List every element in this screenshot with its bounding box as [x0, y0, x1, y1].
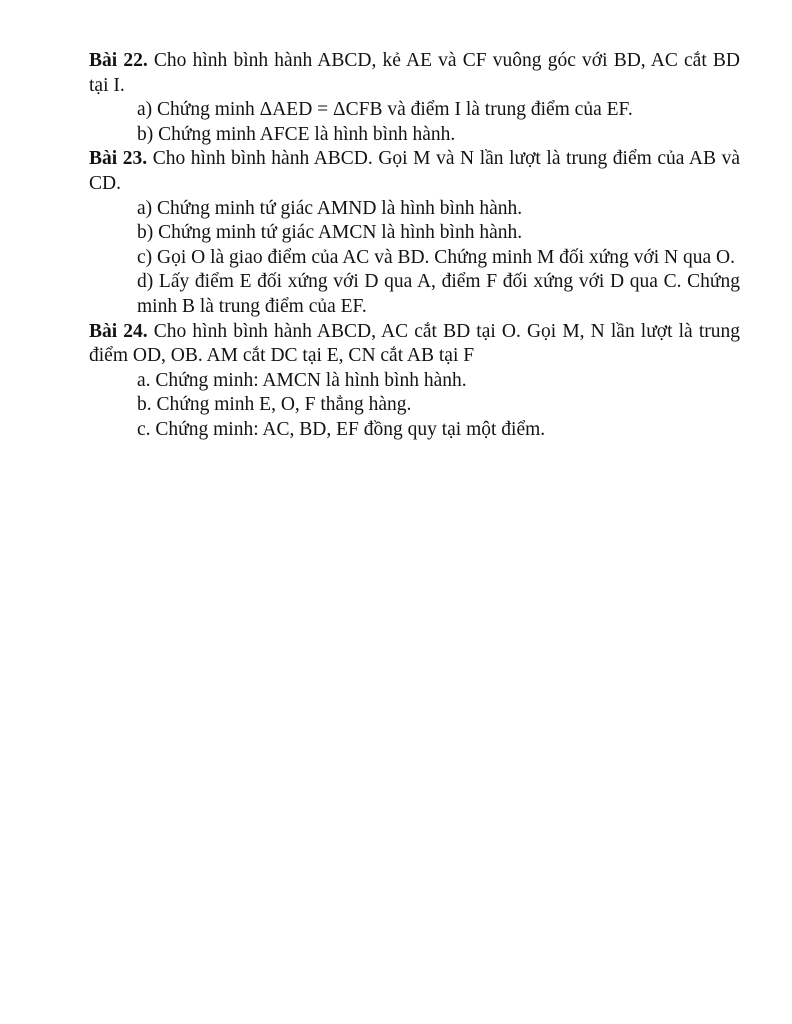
- problem-23-item-c: c) Gọi O là giao điểm của AC và BD. Chứng minh M đối xứng với N qua O.: [137, 246, 735, 268]
- problem-23-item-d: d) Lấy điểm E đối xứng với D qua A, điểm F đối xứng với D qua C. Chứng minh B là trung điểm của EF.: [137, 271, 740, 317]
- problem-23-item-b: b) Chứng minh tứ giác AMCN là hình bình hành.: [137, 222, 523, 244]
- problem-22-item-b: b) Chứng minh AFCE là hình bình hành.: [137, 123, 456, 145]
- problem-23-heading: [89, 147, 740, 196]
- problem-23-item-a: a) Chứng minh tứ giác AMND là hình bình hành.: [137, 197, 523, 219]
- problem-23: [89, 147, 740, 319]
- problem-24-label: Bài 24.: [89, 320, 148, 342]
- problem-22: [89, 49, 740, 147]
- problem-24-intro: Cho hình bình hành ABCD, AC cắt BD tại O. Gọi M, N lần lượt là trung điểm OD, OB. AM cắt DC tại E, CN cắt AB tại F: [89, 320, 740, 367]
- problem-22-label: Bài 22.: [89, 50, 148, 71]
- problem-22-intro: Cho hình bình hành ABCD, kẻ AE và CF vuông góc với BD, AC cắt BD tại I.: [89, 50, 741, 96]
- problem-23-intro: Cho hình bình hành ABCD. Gọi M và N lần lượt là trung điểm của AB và CD.: [89, 148, 740, 194]
- problem-22-heading: [89, 49, 740, 98]
- problem-24-item-a: a. Chứng minh: AMCN là hình bình hành.: [137, 369, 467, 391]
- problem-24: [89, 320, 740, 443]
- problem-24-item-c: c. Chứng minh: AC, BD, EF đồng quy tại một điểm.: [137, 418, 546, 440]
- problem-24-item-b: b. Chứng minh E, O, F thẳng hàng.: [137, 394, 412, 416]
- problem-23-label: Bài 23.: [89, 148, 148, 170]
- problem-22-item-a: a) Chứng minh ΔAED = ΔCFB và điểm I là trung điểm của EF.: [137, 99, 633, 121]
- problem-24-heading: [89, 320, 740, 369]
